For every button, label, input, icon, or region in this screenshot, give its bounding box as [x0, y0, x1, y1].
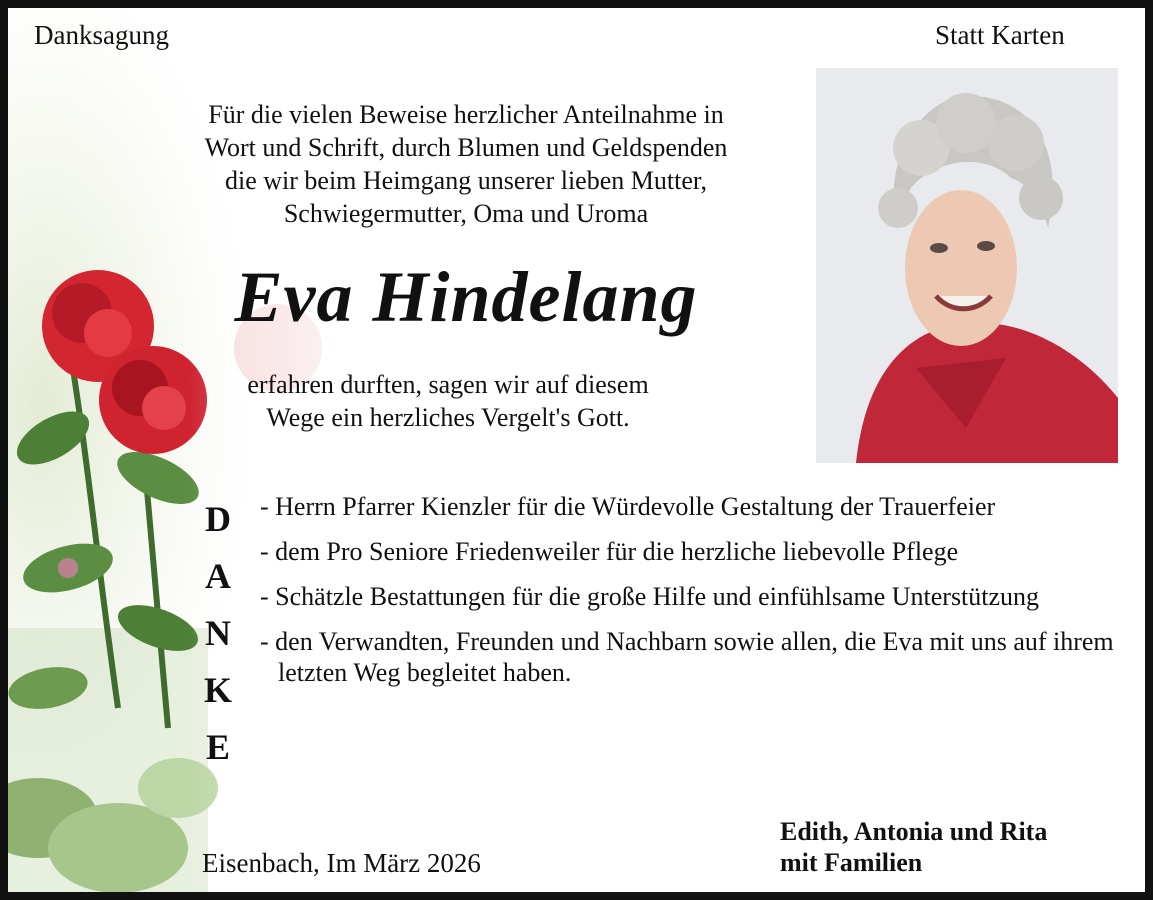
outro-line: Wege ein herzliches Vergelt's Gott.: [266, 403, 630, 432]
intro-line: Für die vielen Beweise herzlicher Anteilnahme in: [208, 100, 724, 129]
intro-text: [116, 98, 816, 230]
signature-line: mit Familien: [780, 848, 923, 877]
danke-letter: D: [205, 499, 231, 539]
danke-vertical-word: [198, 491, 238, 776]
thanks-list: [260, 491, 1130, 702]
intro-line: Schwiegermutter, Oma und Uroma: [283, 199, 649, 228]
outro-line: erfahren durften, sagen wir auf diesem: [247, 370, 649, 399]
place-date: Eisenbach, Im März 2026: [202, 848, 481, 878]
heading-danksagung: Danksagung: [34, 20, 169, 50]
thanks-item: - Herrn Pfarrer Kienzler für die Würdevolle Gestaltung der Trauerfeier: [260, 492, 996, 521]
danke-letter: E: [205, 727, 230, 767]
intro-line: Wort und Schrift, durch Blumen und Geldspenden: [204, 133, 728, 162]
danke-letter: A: [205, 556, 231, 596]
thanks-item: - den Verwandten, Freunden und Nachbarn sowie allen, die Eva mit uns auf ihrem letzten Weg begleitet haben.: [260, 627, 1114, 687]
thanks-item: - dem Pro Seniore Friedenweiler für die herzliche liebevolle Pflege: [260, 537, 959, 566]
heading-statt-karten: Statt Karten: [935, 20, 1065, 50]
thanks-item: - Schätzle Bestattungen für die große Hilfe und einfühlsame Unterstützung: [260, 582, 1040, 611]
signature: [780, 816, 1047, 878]
danke-letter: K: [203, 670, 232, 710]
deceased-name: Eva Hindelang: [234, 257, 698, 337]
intro-line: die wir beim Heimgang unserer lieben Mutter,: [225, 166, 707, 195]
portrait-photo: [816, 68, 1118, 463]
danke-letter: N: [205, 613, 231, 653]
signature-line: Edith, Antonia und Rita: [780, 817, 1048, 846]
outro-text: [148, 368, 748, 434]
